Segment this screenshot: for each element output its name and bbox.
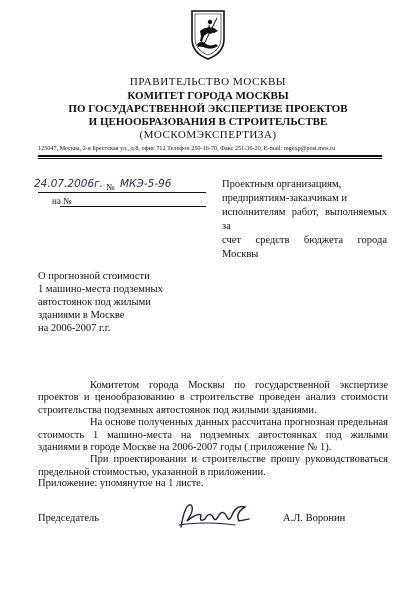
handwritten-date: 24.07.2006г.: [34, 178, 103, 190]
subject-line: 1 машино-места подземных: [38, 284, 163, 295]
addressee-line: счет средств бюджета города Москвы: [222, 235, 387, 260]
date-number-underline: [38, 192, 206, 193]
subject-line: зданиями в Москве: [38, 310, 125, 321]
contact-line: 125047, Москва, 2-я Брестская ул., д.8, офис 712 Телефон 250-16-70, Факс 251-36-20, E-mail: mgexp@post.mos.ru: [38, 145, 336, 152]
letter-body: [38, 380, 388, 479]
letterhead-rule: [38, 155, 382, 157]
committee-line: ПО ГОСУДАРСТВЕННОЙ ЭКСПЕРТИЗЕ ПРОЕКТОВ: [68, 103, 348, 115]
body-paragraph: Комитетом города Москвы по государственной экспертизе проектов и ценообразованию в строительстве проведен анализ стоимости строительства подземных автостоянок под жилыми зданиями.: [38, 380, 388, 416]
addressee-line: Проектным организациям,: [222, 179, 342, 190]
committee-line: КОМИТЕТ ГОРОДА МОСКВЫ: [127, 90, 289, 102]
subject-line: на 2006-2007 г.г.: [38, 323, 111, 334]
addressee-line: исполнителям работ, выполняемых за: [222, 207, 387, 232]
attachment-note: Приложение: упомянутое на 1 листе.: [38, 478, 204, 489]
body-paragraph: При проектировании и строительстве прошу руководствоваться предельной стоимостью, указанной в приложении.: [38, 454, 388, 478]
body-paragraph: На основе полученных данных рассчитана прогнозная предельная стоимость 1 машино-места на подземных автостоянках под жилыми зданиями в городе Москве на 2006-2007 годы ( приложение № 1).: [38, 417, 388, 454]
handwritten-number: МКЭ-5-96: [120, 178, 172, 190]
number-label: №: [106, 182, 115, 192]
addressee-line: предприятиям-заказчикам и: [222, 193, 347, 204]
signer-name: А.Л. Воронин: [283, 513, 346, 524]
addressee-block: [222, 178, 387, 262]
subject-block: [38, 270, 228, 335]
subject-line: О прогнозной стоимости: [38, 271, 150, 282]
government-heading: ПРАВИТЕЛЬСТВО МОСКВЫ: [129, 76, 287, 88]
moscow-coat-of-arms-icon: [190, 9, 226, 61]
in-reply-to-label: на №: [52, 196, 72, 206]
signer-title: Председатель: [38, 513, 100, 524]
in-reply-to-underline: [60, 206, 206, 207]
subject-line: автостоянок под жилыми: [38, 297, 151, 308]
committee-short-name: (МОСКОМЭКСПЕРТИЗА): [139, 129, 277, 141]
letterhead-rule-thin: [38, 158, 382, 159]
handwritten-signature: [175, 495, 255, 535]
committee-name: [0, 90, 416, 129]
committee-line: И ЦЕНООБРАЗОВАНИЯ В СТРОИТЕЛЬСТВЕ: [88, 116, 328, 128]
